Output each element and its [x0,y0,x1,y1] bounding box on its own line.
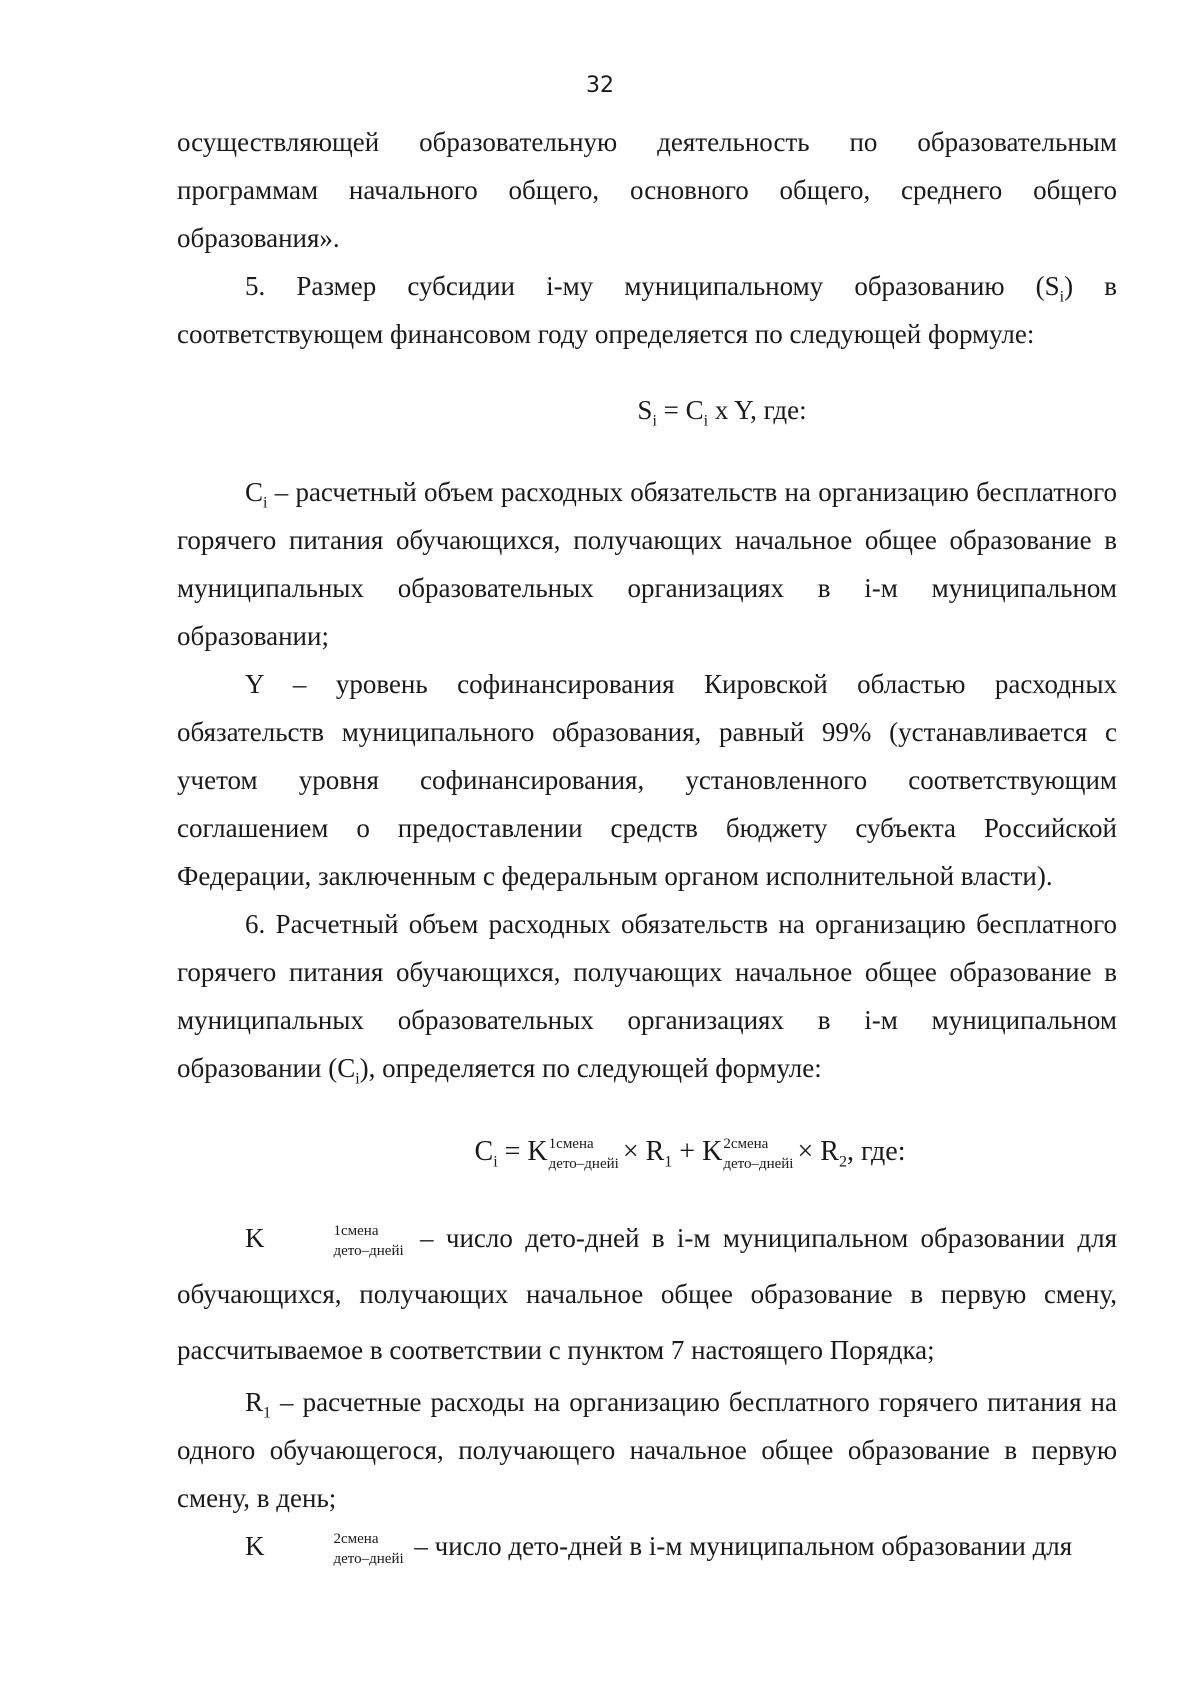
definition-k2-symbol: K [245,1531,265,1561]
formula-2-k2-superscript: 2смена [723,1135,769,1152]
definition-r1 [177,1378,1117,1522]
definition-k1-subscript: дето–днейi [333,1242,404,1259]
formula-1-rest: x Y, где: [708,395,807,425]
formula-2-k2-subscript: дето–днейi [723,1155,794,1172]
definition-c-symbol: C [245,477,264,507]
definition-k1-symbol: K [245,1223,265,1253]
formula-2-c: C [474,1136,494,1167]
paragraph-5-subscript: i [1059,288,1065,306]
paragraph-6 [177,900,1117,1092]
definition-r1-symbol: R [245,1387,264,1417]
formula-1-s: S [637,395,653,425]
definition-k1 [177,1210,1117,1378]
formula-expenses [177,1128,1117,1176]
formula-subsidy [177,386,1117,434]
definition-k1-indices [266,1222,404,1259]
paragraph-6-text-b: ), определяется по следующей формуле: [359,1053,822,1083]
paragraph-5-text-a: 5. Размер субсидии i-му муниципальному образованию (S [245,271,1060,301]
formula-2-times-r1: × R [622,1136,665,1167]
definition-c [177,468,1117,660]
definition-k2-superscript: 2смена [333,1530,379,1547]
formula-2-c-subscript: i [493,1153,498,1171]
formula-2-plus-k: + K [672,1136,723,1167]
paragraph-6-subscript: i [355,1070,360,1088]
formula-2-k2-indices [723,1135,794,1172]
formula-2-r1-subscript: 1 [664,1153,673,1171]
definition-c-text: – расчетный объем расходных обязательств на организацию бесплатного горячего питания обучающихся, получающих начальное общее образование в муниципальных образовательных организациях в i-м муниципальном образовании; [177,477,1117,651]
paragraph-intro: осуществляющей образовательную деятельность по образовательным программам начального общего, основного общего, среднего общего образования». [177,127,1117,253]
definition-r1-text: – расчетные расходы на организацию бесплатного горячего питания на одного обучающегося, получающего начальное общее образование в первую смену, в день; [177,1387,1117,1513]
definition-k2-text: – число дето-дней в i-м муниципальном образовании для [407,1531,1073,1561]
definition-k1-superscript: 1смена [333,1222,379,1239]
formula-2-times-r2: × R [797,1136,839,1167]
definition-k2-indices [266,1530,404,1567]
definition-k2-subscript: дето–днейi [333,1550,404,1567]
definition-y: Y – уровень софинансирования Кировской областью расходных обязательств муниципального образования, равный 99% (устанавливается с учетом уровня софинансирования, установленного соответствующим соглашением о предоставлении средств бюджету субъекта Российской Федерации, заключенным с федеральным органом исполнительной власти). [177,669,1117,891]
formula-1-s-subscript: i [652,412,657,430]
definition-c-subscript: i [263,494,268,512]
page-number: 32 [586,73,614,98]
definition-k1-text: – число дето-дней в i-м муниципальном образовании для обучающихся, получающих начальное общее образование в первую смену, рассчитываемое в соответствии с пунктом 7 настоящего Порядка; [177,1223,1117,1365]
formula-2-eq-k: = K [497,1136,548,1167]
formula-2-tail: , где: [846,1136,906,1167]
formula-2-r2-subscript: 2 [838,1153,847,1171]
formula-2-k1-indices [548,1135,619,1172]
formula-2-k1-subscript: дето–днейi [548,1155,619,1172]
formula-1-c-subscript: i [703,412,709,430]
formula-2-k1-superscript: 1смена [548,1135,594,1152]
formula-1-eq: = C [656,395,704,425]
paragraph-5 [177,262,1117,358]
definition-r1-subscript: 1 [263,1404,272,1422]
paragraph-5-text-b: ) в соответствующем финансовом году определяется по следующей формуле: [177,271,1117,349]
document-body [177,118,1117,1570]
definition-k2 [177,1522,1117,1570]
paragraph-6-text-a: 6. Расчетный объем расходных обязательств на организацию бесплатного горячего питания обучающихся, получающих начальное общее образование в муниципальных образовательных организациях в i-м муниципальном образовании (C [177,909,1117,1083]
